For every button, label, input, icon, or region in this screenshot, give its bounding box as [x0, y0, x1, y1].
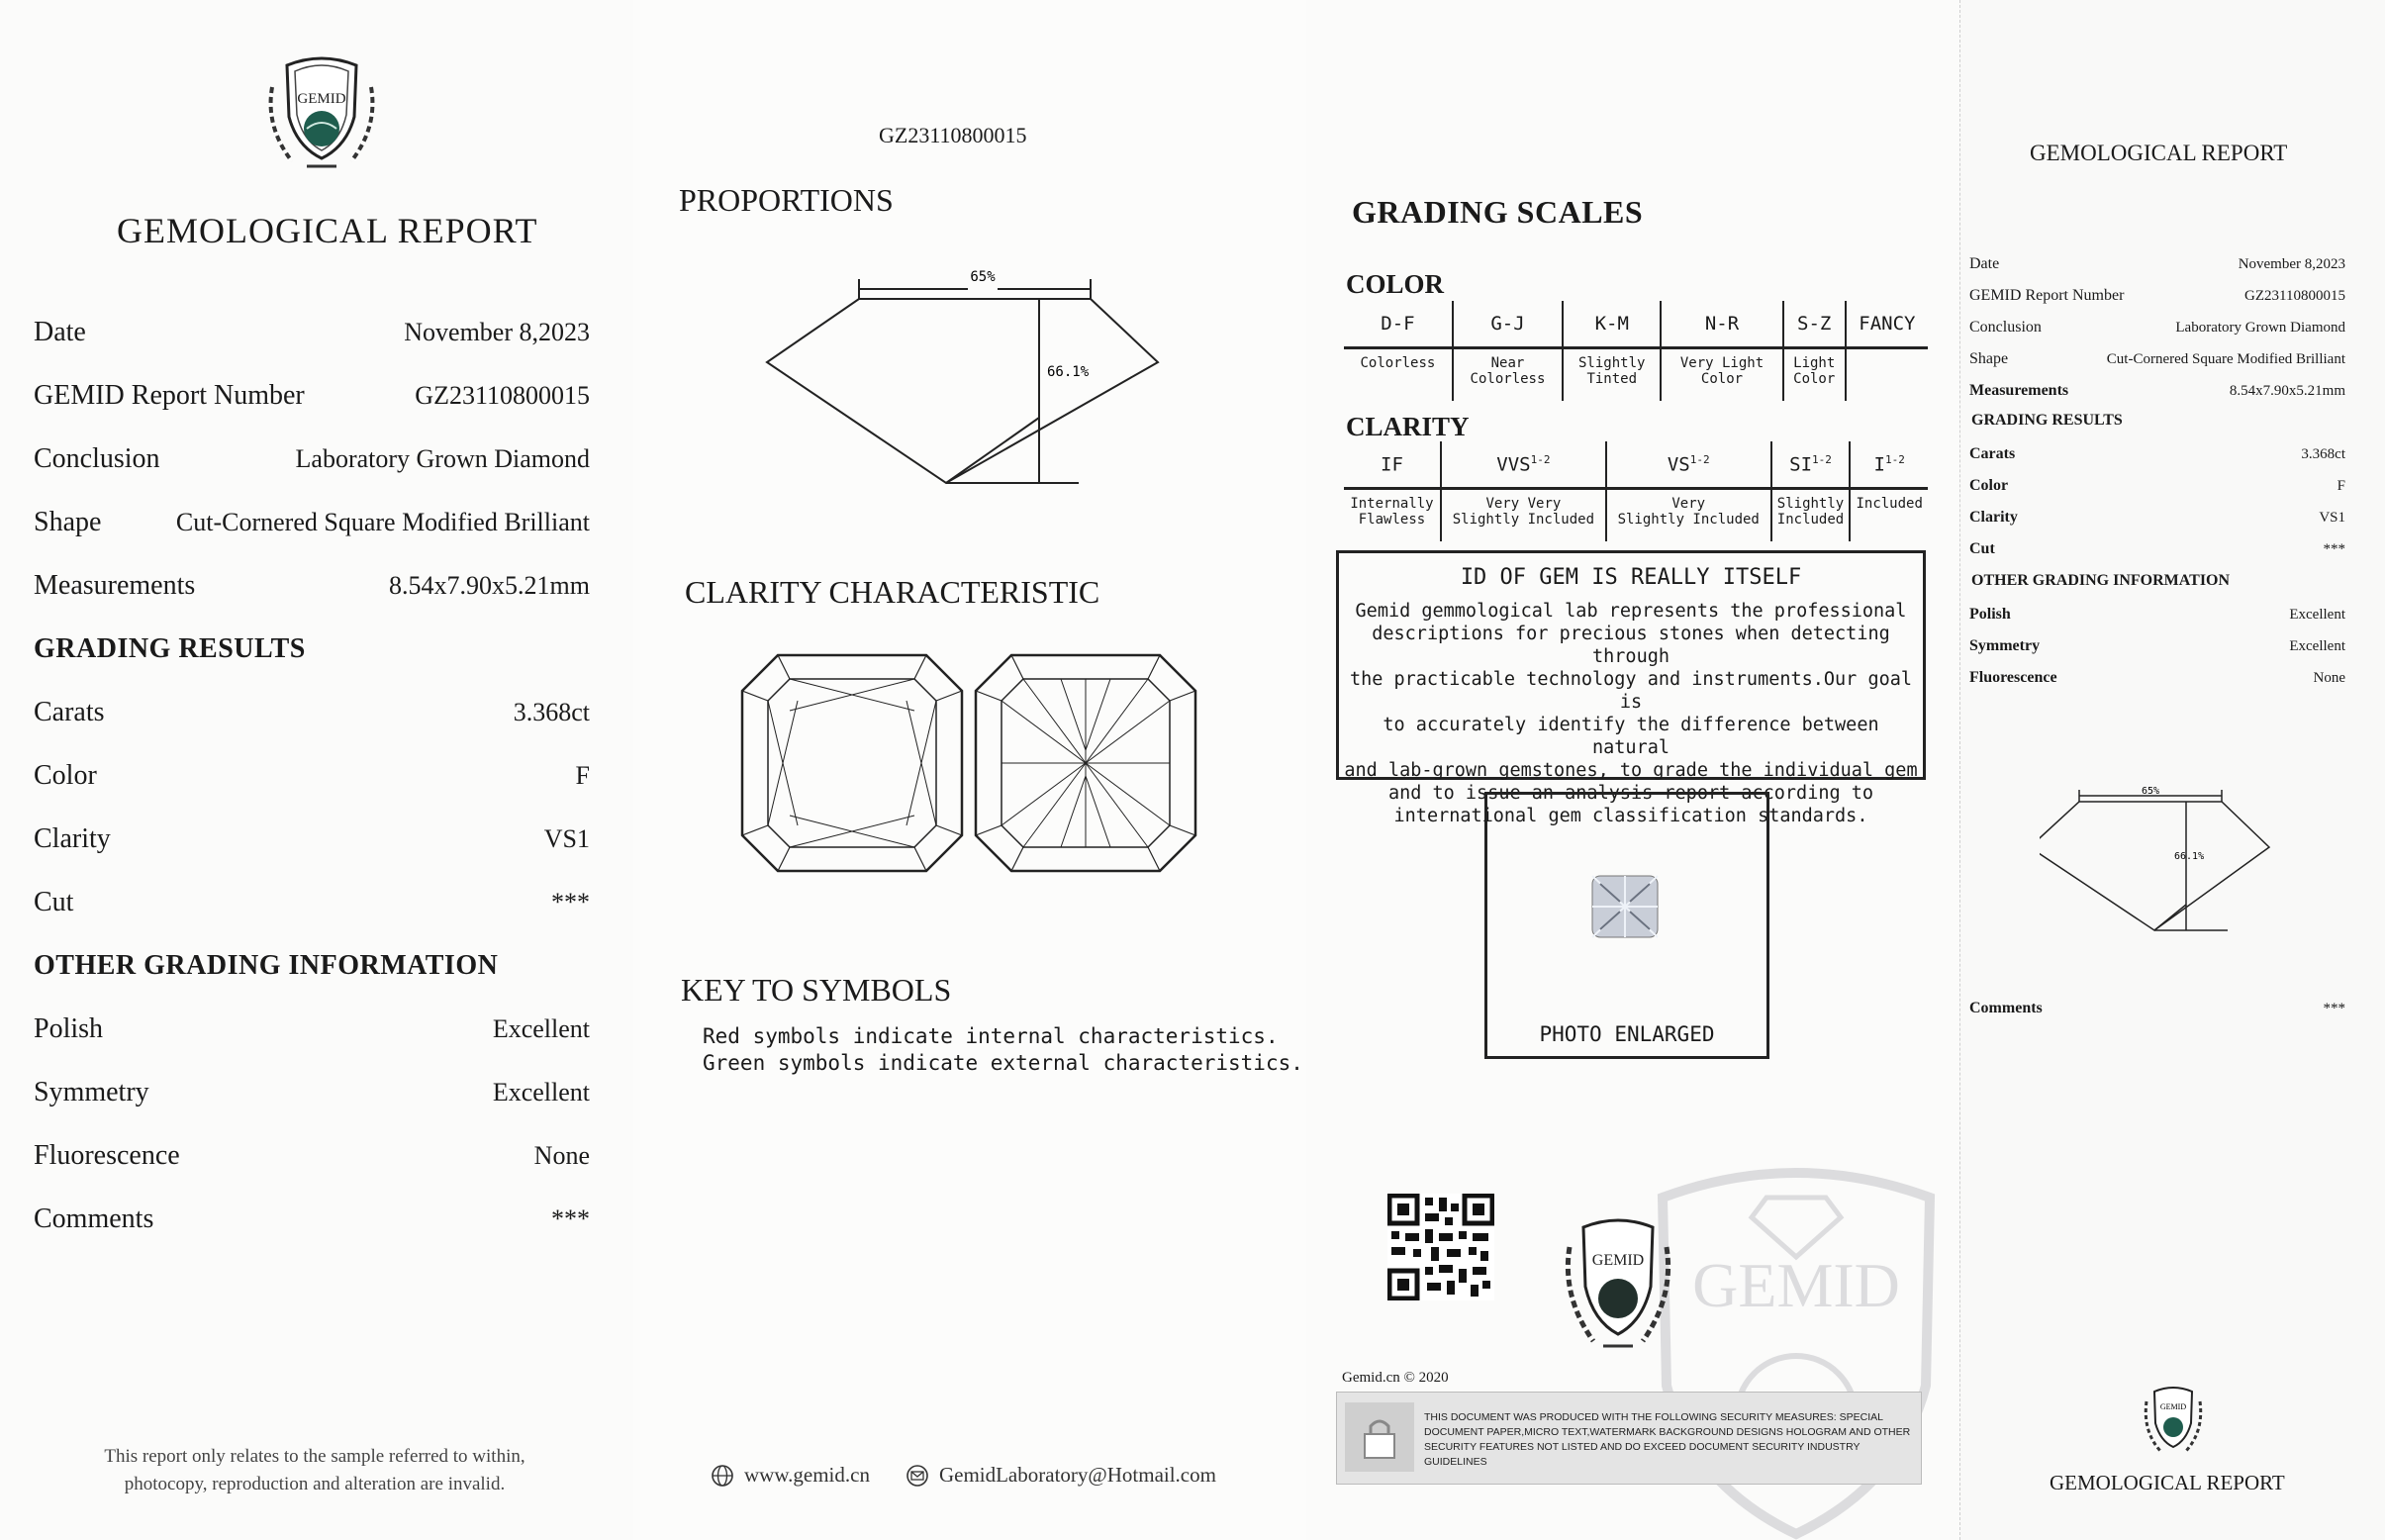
detail-value: 8.54x7.90x5.21mm	[389, 571, 590, 600]
color-desc-1	[1453, 348, 1563, 402]
other-grading-heading: OTHER GRADING INFORMATION	[34, 950, 499, 981]
clarity-grade-sup: 1-2	[1689, 452, 1710, 466]
detail-row-comments	[34, 1203, 590, 1235]
detail-row-polish	[34, 1013, 590, 1045]
summary-footer-title: GEMOLOGICAL REPORT	[2050, 1471, 2285, 1494]
detail-row-fluorescence	[34, 1140, 590, 1172]
detail-value: Cut-Cornered Square Modified Brilliant	[175, 508, 590, 536]
copyright: Gemid.cn © 2020	[1342, 1370, 1449, 1386]
clarity-grade-text: VVS	[1496, 453, 1531, 476]
detail-value: November 8,2023	[404, 318, 590, 346]
security-line: DOCUMENT PAPER,MICRO TEXT,WATERMARK BACKGROUND DESIGNS HOLOGRAM AND OTHER	[1424, 1426, 1911, 1438]
summary-row	[1969, 637, 2345, 655]
summary-table-percent: 65%	[2141, 786, 2160, 797]
detail-value: ***	[551, 888, 590, 916]
summary-value: 8.54x7.90x5.21mm	[2229, 383, 2345, 399]
summary-value: Excellent	[2289, 607, 2345, 623]
clarity-desc-1	[1441, 489, 1606, 542]
grading-results-heading: GRADING RESULTS	[34, 633, 306, 664]
clarity-scale-table	[1344, 441, 1928, 541]
clarity-desc-4	[1850, 489, 1928, 542]
disclaimer-line: photocopy, reproduction and alteration are invalid.	[124, 1474, 506, 1494]
color-desc-0	[1344, 348, 1453, 402]
color-scale-heading: COLOR	[1346, 269, 1445, 299]
report-panel-summary	[1959, 0, 2385, 1540]
watermark-text: GEMID	[1692, 1250, 1900, 1320]
disclaimer	[57, 1443, 572, 1498]
clarity-grade-text: SI	[1789, 453, 1813, 476]
detail-row-color	[34, 760, 590, 792]
detail-label: Carats	[34, 697, 105, 727]
summary-value: Cut-Cornered Square Modified Brilliant	[2106, 351, 2345, 367]
proportions-diagram	[752, 259, 1207, 497]
detail-row-cut	[34, 887, 590, 918]
summary-value: None	[2313, 670, 2345, 686]
summary-label: Conclusion	[1969, 319, 2042, 336]
summary-value: Laboratory Grown Diamond	[2175, 320, 2345, 336]
detail-row-shape	[34, 507, 590, 538]
security-line: SECURITY FEATURES NOT LISTED AND DO EXCEED DOCUMENT SECURITY INDUSTRY GUIDELINES	[1424, 1441, 1860, 1468]
color-scale-table	[1344, 301, 1928, 401]
gemid-logo	[247, 48, 396, 176]
clarity-grade-text: VS	[1667, 453, 1690, 476]
security-line: THIS DOCUMENT WAS PRODUCED WITH THE FOLLOWING SECURITY MEASURES: SPECIAL	[1424, 1411, 1883, 1423]
color-desc-line: Color	[1700, 371, 1744, 387]
color-desc-line: Light	[1793, 355, 1836, 371]
summary-row	[1969, 350, 2345, 368]
id-statement-line: descriptions for precious stones when detecting through	[1372, 624, 1890, 667]
id-statement-line: international gem classification standards.	[1393, 806, 1868, 826]
color-desc-3	[1661, 348, 1782, 402]
color-desc-line: Colorless	[1360, 355, 1436, 371]
summary-row	[1969, 477, 2345, 495]
summary-grading-heading: GRADING RESULTS	[1971, 412, 2123, 429]
summary-value: November 8,2023	[2238, 256, 2345, 272]
detail-label: Comments	[34, 1203, 154, 1234]
detail-label: Cut	[34, 887, 74, 917]
summary-value: Excellent	[2289, 638, 2345, 654]
color-desc-4	[1783, 348, 1846, 402]
summary-label: Color	[1969, 477, 2009, 494]
summary-row	[1969, 445, 2345, 463]
detail-row-measurements	[34, 570, 590, 602]
color-grade-2: K-M	[1563, 301, 1661, 348]
color-grade-5: FANCY	[1846, 301, 1928, 348]
detail-label: Symmetry	[34, 1077, 149, 1107]
summary-row	[1969, 382, 2345, 400]
summary-label: Symmetry	[1969, 637, 2041, 654]
summary-row	[1969, 540, 2345, 558]
clarity-grade-0	[1344, 441, 1441, 489]
summary-value: ***	[2323, 541, 2345, 557]
website-link[interactable]: www.gemid.cn	[744, 1463, 870, 1487]
color-desc-2	[1563, 348, 1661, 402]
crown-view-diagram	[738, 651, 966, 875]
detail-row-carats	[34, 697, 590, 728]
detail-label: Clarity	[34, 823, 111, 854]
globe-icon	[711, 1464, 734, 1488]
detail-value: Excellent	[492, 1014, 590, 1043]
report-panel-main	[0, 0, 633, 1540]
clarity-desc-line: Very	[1671, 496, 1706, 512]
detail-row-symmetry	[34, 1077, 590, 1108]
color-grade-4: S-Z	[1783, 301, 1846, 348]
color-desc-line: Near	[1490, 355, 1525, 371]
key-line-red: Red symbols indicate internal characteristics.	[703, 1024, 1279, 1048]
security-strip	[1336, 1392, 1922, 1485]
detail-label: Polish	[34, 1013, 104, 1044]
summary-proportions-diagram	[2040, 782, 2307, 940]
detail-value: Excellent	[492, 1078, 590, 1107]
grading-scales-heading: GRADING SCALES	[1352, 194, 1644, 230]
detail-label: Date	[34, 317, 86, 347]
color-desc-5	[1846, 348, 1928, 402]
summary-label: Carats	[1969, 445, 2016, 462]
summary-label: Cut	[1969, 540, 1995, 557]
table-percent: 65%	[970, 269, 996, 285]
id-statement-line: the practicable technology and instruments.Our goal is	[1349, 669, 1913, 713]
clarity-desc-0	[1344, 489, 1441, 542]
summary-label: Clarity	[1969, 509, 2018, 526]
summary-row	[1969, 669, 2345, 687]
clarity-characteristic-heading: CLARITY CHARACTERISTIC	[685, 574, 1100, 610]
summary-other-heading: OTHER GRADING INFORMATION	[1971, 572, 2231, 589]
summary-row	[1969, 319, 2345, 337]
clarity-grade-sup: 1-2	[1812, 452, 1832, 466]
report-number: GZ23110800015	[879, 123, 1027, 147]
color-desc-line: Slightly	[1578, 355, 1646, 371]
clarity-desc-line: Included	[1776, 512, 1845, 528]
summary-row	[1969, 606, 2345, 624]
proportions-heading: PROPORTIONS	[679, 182, 894, 218]
clarity-desc-line: Very Very	[1485, 496, 1562, 512]
summary-depth-percent: 66.1%	[2174, 851, 2205, 862]
summary-row	[1969, 255, 2345, 273]
gemid-seal-logo	[1554, 1207, 1682, 1356]
clarity-desc-line: Flawless	[1358, 512, 1426, 528]
clarity-desc-line: Slightly	[1776, 496, 1845, 512]
detail-value: None	[533, 1141, 590, 1170]
clarity-grade-sup: 1-2	[1530, 452, 1551, 466]
clarity-grade-sup: 1-2	[1884, 452, 1905, 466]
clarity-desc-line: Internally	[1350, 496, 1434, 512]
detail-value: ***	[551, 1204, 590, 1233]
detail-value: VS1	[543, 824, 590, 853]
depth-percent: 66.1%	[1047, 364, 1090, 380]
summary-comments-value: ***	[2323, 1001, 2345, 1016]
footer-contact	[711, 1463, 1216, 1488]
summary-logo-text: GEMID	[2159, 1402, 2187, 1411]
detail-label: Measurements	[34, 570, 196, 601]
summary-label: Measurements	[1969, 382, 2069, 399]
id-statement-box	[1336, 550, 1926, 826]
color-desc-line: Very Light	[1679, 355, 1765, 371]
summary-value: VS1	[2319, 510, 2345, 526]
summary-label: Fluorescence	[1969, 669, 2057, 686]
lock-icon	[1345, 1402, 1414, 1472]
detail-value: GZ23110800015	[415, 381, 590, 410]
photo-label: PHOTO ENLARGED	[1539, 1022, 1715, 1046]
photo-box	[1484, 792, 1769, 1059]
clarity-grade-1	[1441, 441, 1606, 489]
detail-row-date	[34, 317, 590, 348]
summary-value: 3.368ct	[2301, 446, 2345, 462]
clarity-grade-2	[1606, 441, 1771, 489]
summary-row	[1969, 509, 2345, 527]
logo-text: GEMID	[297, 91, 346, 107]
report-panel-grading-scales	[1306, 0, 1959, 1540]
clarity-desc-3	[1771, 489, 1851, 542]
summary-value: GZ23110800015	[2244, 288, 2345, 304]
key-to-symbols-text	[703, 1023, 1303, 1077]
clarity-grade-3	[1771, 441, 1851, 489]
summary-value: F	[2337, 478, 2345, 494]
detail-label: GEMID Report Number	[34, 380, 305, 411]
clarity-desc-line: Included	[1856, 496, 1923, 512]
color-grade-0: D-F	[1344, 301, 1453, 348]
disclaimer-line: This report only relates to the sample referred to within,	[104, 1446, 525, 1467]
summary-title: GEMOLOGICAL REPORT	[2030, 141, 2288, 165]
id-statement-line: and lab-grown gemstones, to grade the individual gem	[1344, 760, 1918, 781]
color-grade-1: G-J	[1453, 301, 1563, 348]
clarity-grade-4	[1850, 441, 1928, 489]
color-grade-3: N-R	[1661, 301, 1782, 348]
summary-comments-label: Comments	[1969, 1000, 2043, 1016]
detail-value: F	[575, 761, 590, 790]
id-statement-line: and to issue an analysis report according to	[1387, 783, 1874, 804]
summary-label: Polish	[1969, 606, 2011, 623]
detail-label: Color	[34, 760, 97, 791]
security-text	[1424, 1410, 1921, 1470]
detail-label: Shape	[34, 507, 102, 537]
color-desc-line: Colorless	[1470, 371, 1546, 387]
detail-row-gemid-report-number	[34, 380, 590, 412]
summary-label: GEMID Report Number	[1969, 287, 2125, 304]
detail-label: Fluorescence	[34, 1140, 180, 1171]
id-statement-title: ID OF GEM IS REALLY ITSELF	[1460, 565, 1802, 590]
pavilion-view-diagram	[972, 651, 1199, 875]
clarity-desc-line: Slightly Included	[1617, 512, 1760, 528]
clarity-desc-line: Slightly Included	[1452, 512, 1595, 528]
key-line-green: Green symbols indicate external characteristics.	[703, 1051, 1303, 1075]
email-link[interactable]: GemidLaboratory@Hotmail.com	[938, 1463, 1216, 1487]
seal-logo-text: GEMID	[1591, 1252, 1645, 1269]
detail-value: Laboratory Grown Diamond	[295, 444, 590, 473]
clarity-scale-heading: CLARITY	[1346, 412, 1470, 441]
detail-value: 3.368ct	[513, 698, 590, 726]
clarity-grade-text: I	[1873, 453, 1885, 476]
id-statement-line: Gemid gemmological lab represents the professional	[1355, 601, 1907, 622]
summary-label: Shape	[1969, 350, 2009, 367]
color-desc-line: Tinted	[1586, 371, 1638, 387]
key-to-symbols-heading: KEY TO SYMBOLS	[681, 972, 952, 1008]
summary-comments-row	[1969, 1000, 2345, 1017]
email-icon	[906, 1464, 929, 1488]
report-title: GEMOLOGICAL REPORT	[117, 211, 538, 250]
detail-row-clarity	[34, 823, 590, 855]
clarity-desc-2	[1606, 489, 1771, 542]
summary-label: Date	[1969, 255, 2000, 272]
diamond-photo	[1590, 874, 1660, 939]
clarity-grade-text: IF	[1381, 453, 1403, 476]
qr-code-icon[interactable]	[1387, 1194, 1494, 1300]
id-statement-line: to accurately identify the difference between natural	[1383, 715, 1879, 758]
detail-label: Conclusion	[34, 443, 160, 474]
report-panel-proportions	[633, 0, 1306, 1540]
color-desc-line: Color	[1793, 371, 1836, 387]
summary-row	[1969, 287, 2345, 305]
detail-row-conclusion	[34, 443, 590, 475]
summary-footer-logo	[2139, 1382, 2208, 1455]
